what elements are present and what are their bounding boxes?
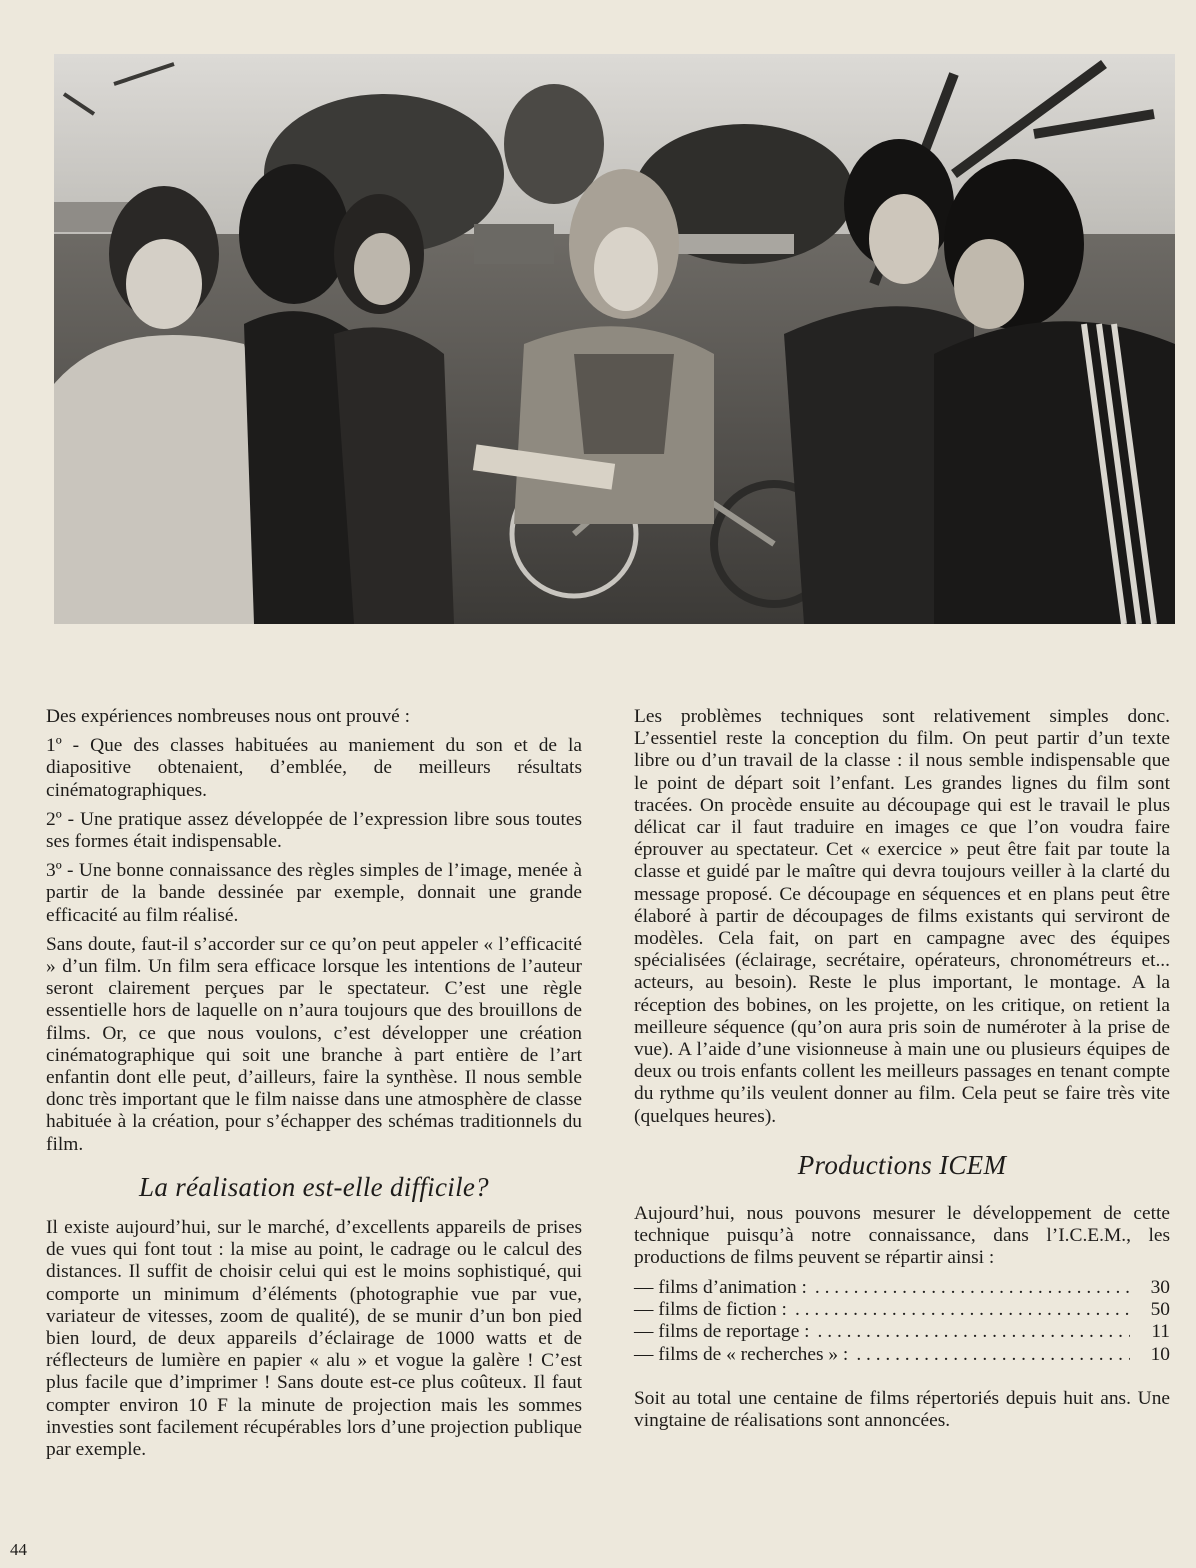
list-item — [634, 1277, 1170, 1299]
technique-paragraph: Les problèmes techniques sont relativement simples donc. L’essentiel reste la conception du film. On peut partir d’un texte libre ou d’un travail de la classe : il nous semble indispensable que le point de départ soit l’enfant. Les grandes lignes du film sont tracées. On procède ensuite au découpage qui est le travail le plus délicat car il faut traduire en images ce que l’on voudra faire éprouver au spectateur. Cet « exercice » peut être fait par toute la classe et guidé par le maître qui devra toujours veiller à la clarté du message proposé. Ce découpage en séquences et en plans peut être élaboré à partir de découpages de films existants qui serviront de modèles. Cela fait, on part en campagne avec des équipes spécialisées (éclairage, secrétaire, opérateurs, chronométreurs et... acteurs, au besoin). Reste le plus important, le montage. A la réception des bobines, on les projette, on les critique, on retient la meilleure séquence (qu’on aura pris soin de numéroter à la prise de vue). A l’aide d’une visionneuse à main une ou plusieurs équipes de deux ou trois enfants collent les meilleurs passages en tenant compte du rythme qu’ils veulent donner au film. Cela peut se faire très vite (quelques heures). — [634, 706, 1170, 1127]
realisation-paragraph: Il existe aujourd’hui, sur le marché, d’excellents appareils de prises de vues qui font tout : la mise au point, le cadrage ou le calcul des distances. Il suffit de choisir celui qui est le moins sophistiqué, qui comporte un minimum d’éléments (photographie vue par vue, variateur de vitesses, zoom de qualité), de se munir d’un bon pied bien lourd, de deux appareils d’éclairage de 1000 watts et de réflecteurs de lumière en papier « alu » et vogue la galère ! C’est plus facile que d’imprimer ! Sans doute est-ce plus coûteux. Il faut compter environ 10 F la minute de projection mais les sommes investies sont facilement récupérables lors d’une projection publique par exemple. — [46, 1217, 582, 1461]
intro-sentence: Des expériences nombreuses nous ont prouvé : — [46, 706, 411, 727]
section-heading-productions: Productions ICEM — [797, 1149, 1007, 1180]
dot-leader — [795, 1299, 1130, 1321]
photo-illustration — [54, 54, 1175, 624]
point-1: 1º - Que des classes habituées au maniement du son et de la diapositive obtenaient, d’emblée, de meilleurs résultats cinématographiques. — [46, 735, 582, 801]
dot-leader — [856, 1344, 1130, 1366]
left-column — [46, 706, 582, 1468]
page-number: 44 — [10, 1540, 27, 1559]
point-3: 3º - Une bonne connaissance des règles simples de l’image, menée à partir de la bande dessinée par exemple, donnait une grande efficacité au film réalisé. — [46, 860, 582, 926]
efficacite-paragraph: Sans doute, faut-il s’accorder sur ce qu’on peut appeler « l’efficacité » d’un film. Un film sera efficace lorsque les intentions de l’auteur seront clairement perçues par le spectateur. C’est une règle essentielle hors de laquelle on n’aura toujours que des brouillons de films. Or, ce que nous voulons, c’est développer une création cinématographique qui soit une branche à part entière de l’art enfantin dont elle peut, d’ailleurs, faire la synthèse. Il nous semble donc très important que le film naisse dans une atmosphère de classe habituée à la création, pour s’échapper des schémas traditionnels du film. — [46, 933, 582, 1155]
dot-leader — [815, 1277, 1130, 1299]
film-type-label: — films de « recherches » : — [634, 1343, 849, 1365]
film-count: 30 — [1150, 1276, 1170, 1298]
closing-paragraph: Soit au total une centaine de films répertoriés depuis huit ans. Une vingtaine de réalisations sont annoncées. — [634, 1388, 1170, 1432]
list-item — [634, 1321, 1170, 1343]
list-item — [634, 1299, 1170, 1321]
film-count: 11 — [1151, 1321, 1170, 1343]
dot-leader — [818, 1321, 1130, 1343]
films-list — [634, 1277, 1170, 1367]
film-type-label: — films d’animation : — [634, 1276, 807, 1298]
film-count: 10 — [1150, 1343, 1170, 1365]
film-type-label: — films de fiction : — [634, 1299, 787, 1321]
point-2: 2º - Une pratique assez développée de l’expression libre sous toutes ses formes était indispensable. — [46, 808, 582, 853]
right-column — [634, 706, 1170, 1440]
list-item — [634, 1344, 1170, 1366]
film-type-label: — films de reportage : — [634, 1321, 810, 1343]
section-heading-realisation: La réalisation est-elle difficile? — [139, 1171, 489, 1202]
photograph — [54, 54, 1175, 624]
film-count: 50 — [1150, 1299, 1170, 1321]
productions-paragraph: Aujourd’hui, nous pouvons mesurer le développement de cette technique puisqu’à notre connaissance, dans l’I.C.E.M., les productions de films peuvent se répartir ainsi : — [634, 1203, 1170, 1269]
